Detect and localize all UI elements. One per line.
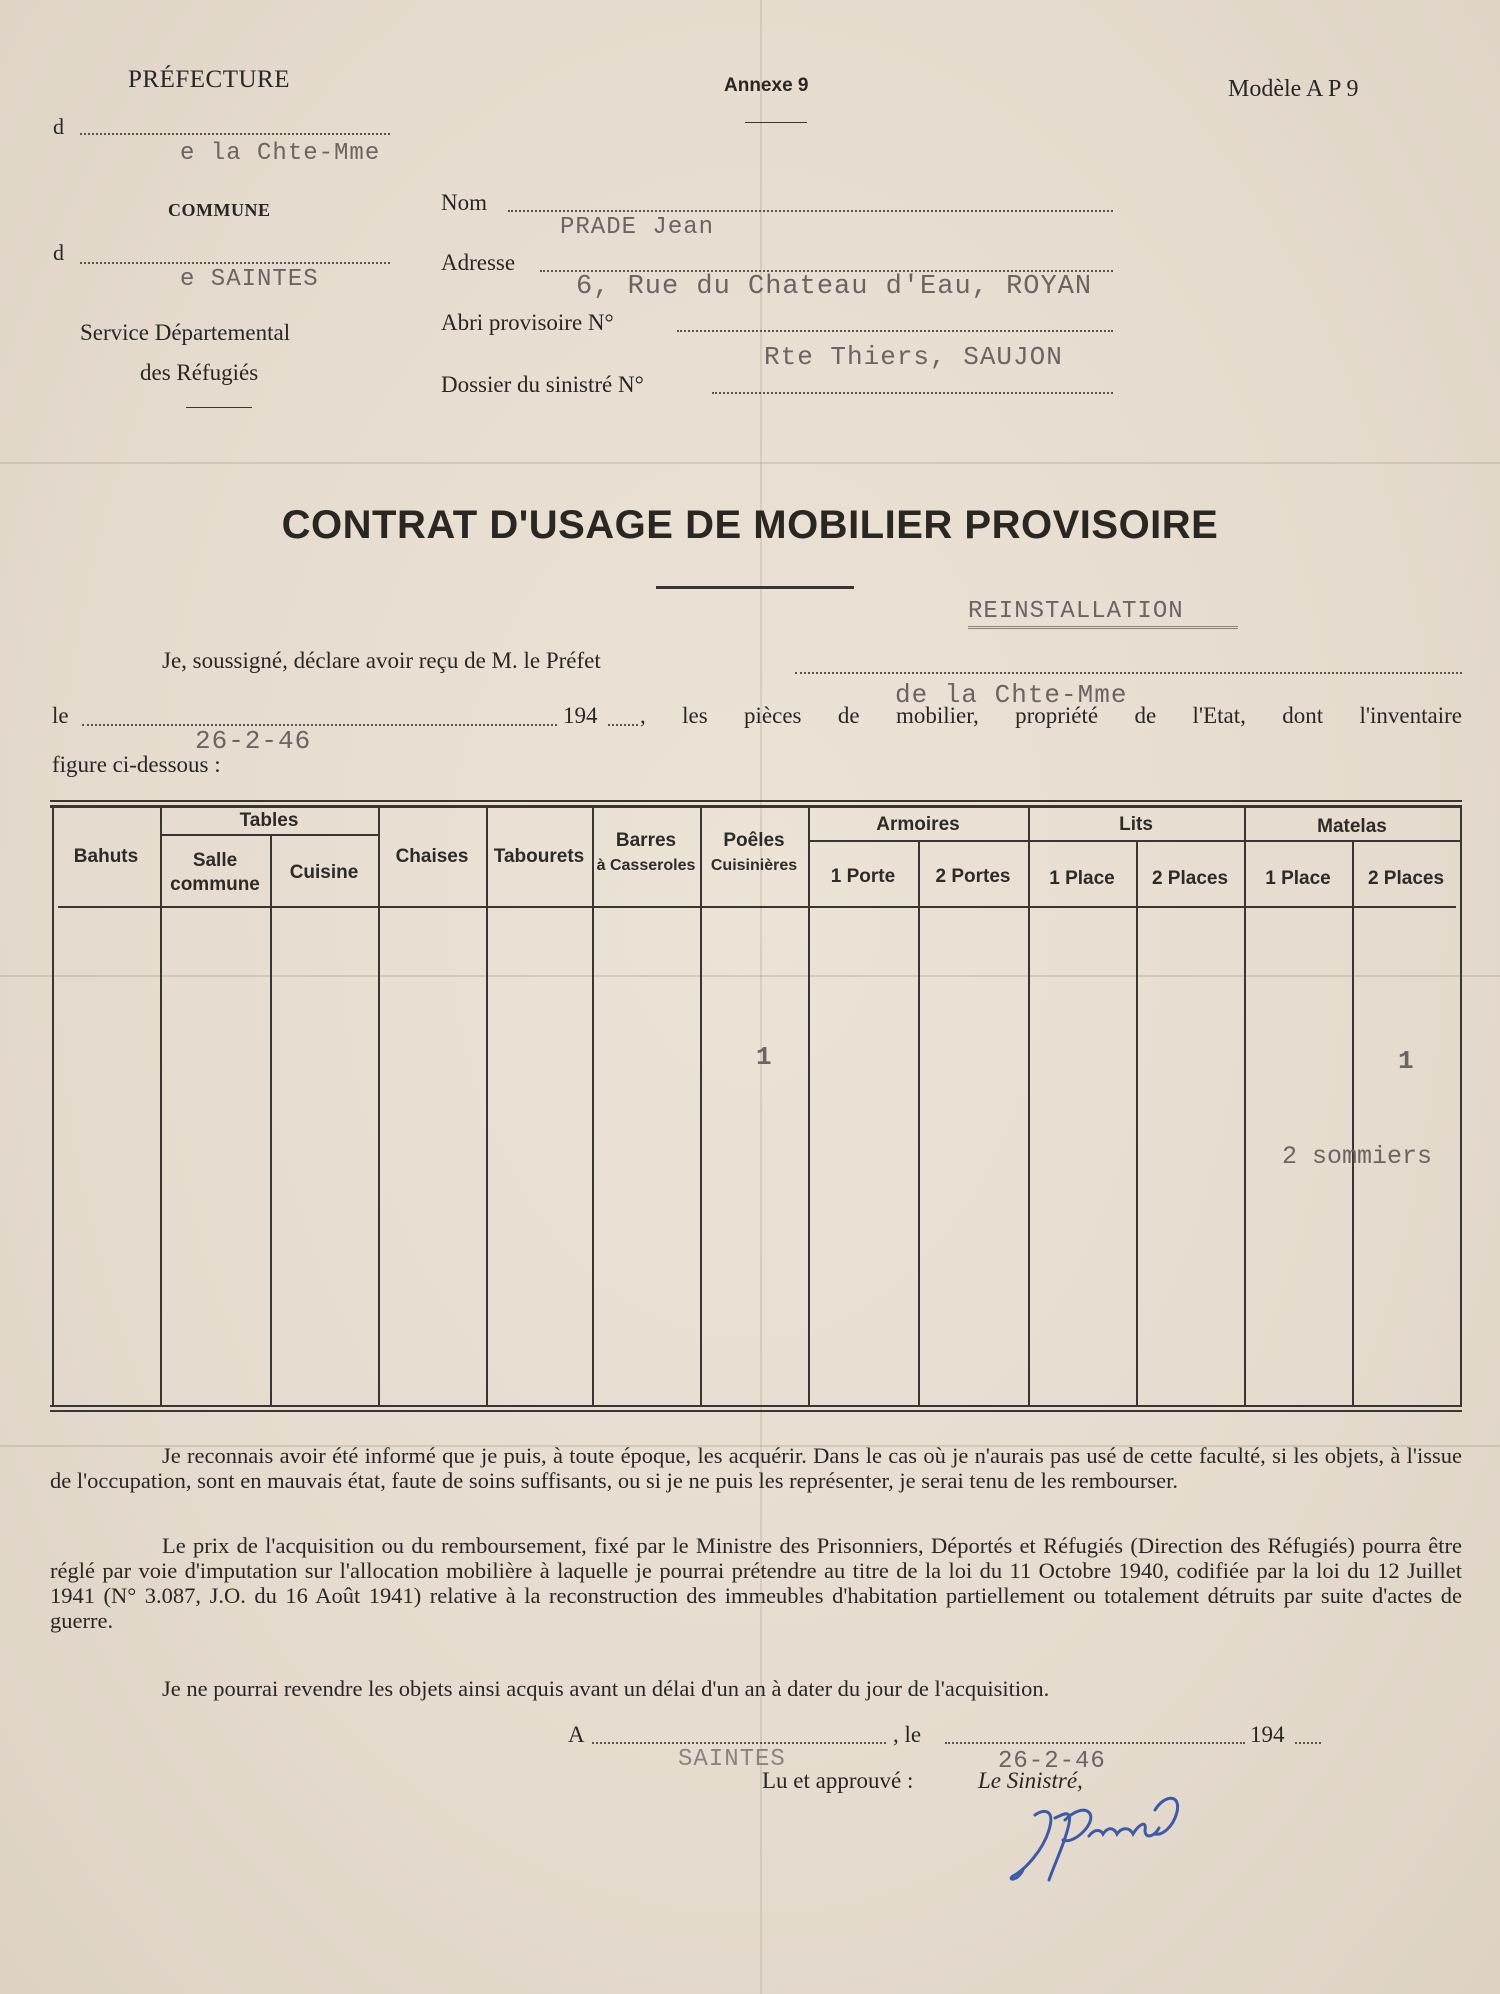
le-label: le	[52, 703, 69, 728]
col-salle-commune-2: commune	[170, 874, 260, 895]
cell-matelas-2-places-value: 1	[1398, 1046, 1414, 1076]
le-dotted-line	[945, 1742, 1245, 1744]
col-armoires-1-porte: 1 Porte	[830, 866, 896, 887]
prefecture-stamp: e la Chte-Mme	[180, 140, 381, 167]
cell-poeles-value: 1	[756, 1042, 772, 1072]
service-line1: Service Départemental	[80, 320, 291, 345]
signature-date-stamp: 26-2-46	[998, 1748, 1106, 1775]
col-matelas-2-places: 2 Places	[1367, 868, 1445, 889]
paragraph-3: Je ne pourrai revendre les objets ainsi acquis avant un délai d'un an à dater du jour de l'acquisition.	[162, 1676, 1050, 1701]
service-line2: des Réfugiés	[140, 360, 259, 385]
document-title: CONTRAT D'USAGE DE MOBILIER PROVISOIRE	[281, 503, 1219, 547]
nom-dotted-line	[508, 210, 1113, 212]
declaration-line3: figure ci-dessous :	[52, 752, 221, 777]
commune-stamp: e SAINTES	[180, 266, 319, 293]
prefet-dotted-line	[795, 672, 1462, 674]
commune-label: COMMUNE	[168, 200, 271, 220]
paragraph-2: Le prix de l'acquisition ou du remboursement, fixé par le Ministre des Prisonniers, Déportés et Réfugiés (Direction des Réfugiés) pourra être réglé par voie d'imputation sur l'allocation mobilière à laquelle je pourrai prétendre au titre de la loi du 11 Octobre 1940, codifiée par la loi du 12 Juillet 1941 (N° 3.087, J.O. du 16 Août 1941) relative à la reconstruction des immeubles d'habitation partiellement ou totalement détruits par suite d'actes de guerre.	[50, 1533, 1462, 1633]
col-salle-commune-1: Salle	[192, 850, 238, 871]
abri-dotted-line	[677, 330, 1113, 332]
date-dotted-line	[82, 724, 557, 726]
year-prefix: 194	[563, 703, 598, 728]
col-poeles-2: Cuisinières	[710, 857, 798, 874]
lu-approuve: Lu et approuvé :	[762, 1768, 914, 1793]
prefet-stamp: de la Chte-Mme	[895, 680, 1128, 710]
le-comma-label: , le	[893, 1722, 922, 1747]
commune-dotted-line	[80, 262, 390, 264]
col-tabourets: Tabourets	[493, 846, 585, 867]
year-end-dotted-line	[1295, 1742, 1321, 1744]
col-barres-2: à Casseroles	[596, 857, 696, 874]
paragraph-1: Je reconnais avoir été informé que je puis, à toute époque, les acquérir. Dans le cas où je n'aurais pas usé de cette faculté, si les objets, à l'issue de l'occupation, sont en mauvais état, faute de soins suffisants, ou si je ne puis les représenter, je serai tenu de les rembourser.	[50, 1443, 1462, 1493]
le-sinistre: Le Sinistré,	[978, 1768, 1083, 1793]
annexe-label: Annexe 9	[724, 75, 809, 96]
declaration-line1: Je, soussigné, déclare avoir reçu de M. le Préfet	[162, 648, 601, 673]
title-underline	[656, 586, 854, 589]
nom-value: PRADE Jean	[560, 214, 715, 241]
commune-d: d	[53, 240, 64, 265]
col-group-armoires: Armoires	[876, 814, 960, 835]
col-cuisine: Cuisine	[289, 862, 359, 883]
abri-label: Abri provisoire N°	[441, 310, 614, 335]
declaration-date-stamp: 26-2-46	[195, 726, 312, 756]
col-barres-1: Barres	[615, 830, 677, 851]
service-underline	[186, 407, 252, 408]
col-group-tables: Tables	[239, 810, 299, 831]
prefecture-label: PRÉFECTURE	[128, 66, 290, 93]
col-group-lits: Lits	[1119, 814, 1153, 835]
a-stamp: SAINTES	[678, 1746, 786, 1773]
col-lits-1-place: 1 Place	[1049, 868, 1115, 889]
cell-sommiers-note: 2 sommiers	[1282, 1142, 1433, 1171]
col-armoires-2-portes: 2 Portes	[935, 866, 1011, 887]
col-lits-2-places: 2 Places	[1151, 868, 1229, 889]
a-dotted-line	[592, 1742, 886, 1744]
col-bahuts: Bahuts	[73, 846, 139, 867]
handwritten-signature	[1005, 1790, 1205, 1895]
year-dotted-line	[608, 724, 638, 726]
prefecture-dotted-line	[80, 133, 390, 135]
dossier-label: Dossier du sinistré N°	[441, 372, 644, 397]
paper-fold	[0, 462, 1500, 464]
modele-label: Modèle A P 9	[1228, 76, 1359, 102]
declaration-line2: , les pièces de mobilier, propriété de l'Etat, dont l'inventaire	[640, 703, 1462, 728]
reinstallation-stamp: REINSTALLATION	[968, 598, 1184, 625]
adresse-label: Adresse	[441, 250, 516, 275]
col-group-matelas: Matelas	[1317, 816, 1387, 837]
col-poeles-1: Poêles	[723, 830, 785, 851]
abri-value: Rte Thiers, SAUJON	[764, 342, 1063, 372]
col-matelas-1-place: 1 Place	[1265, 868, 1331, 889]
signature-year: 194	[1250, 1722, 1285, 1747]
dossier-dotted-line	[712, 392, 1113, 394]
furniture-inventory-table	[50, 800, 1462, 1412]
annexe-underline	[745, 122, 807, 123]
reinstallation-stamp-underline	[968, 626, 1238, 629]
prefecture-d: d	[53, 114, 64, 139]
adresse-value: 6, Rue du Chateau d'Eau, ROYAN	[576, 272, 1093, 302]
col-chaises: Chaises	[395, 846, 469, 867]
a-label: A	[568, 1722, 585, 1747]
nom-label: Nom	[441, 190, 487, 215]
